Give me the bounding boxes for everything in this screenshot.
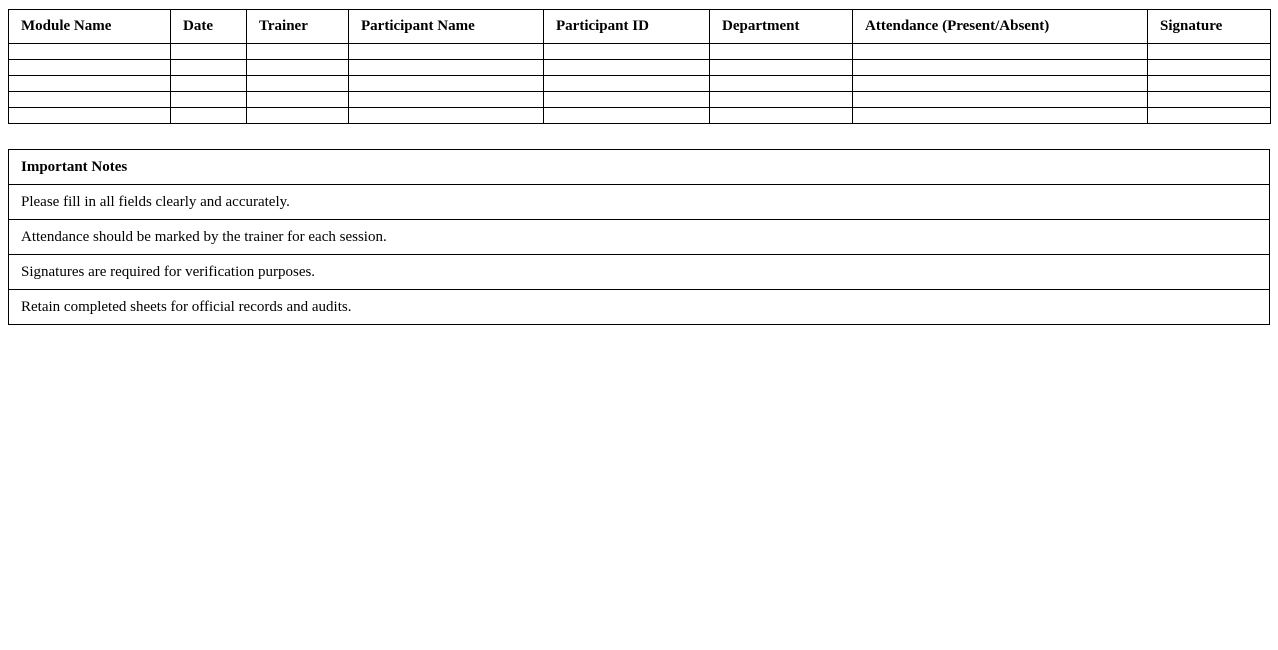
note-row xyxy=(9,220,1270,255)
cell-trainer[interactable] xyxy=(247,92,349,108)
cell-date[interactable] xyxy=(171,92,247,108)
cell-module-name[interactable] xyxy=(9,92,171,108)
cell-department[interactable] xyxy=(710,92,853,108)
cell-signature[interactable] xyxy=(1148,76,1271,92)
column-header-trainer: Trainer xyxy=(247,10,349,44)
note-row xyxy=(9,185,1270,220)
note-row xyxy=(9,255,1270,290)
cell-signature[interactable] xyxy=(1148,44,1271,60)
cell-trainer[interactable] xyxy=(247,60,349,76)
cell-trainer[interactable] xyxy=(247,108,349,124)
cell-participant-id[interactable] xyxy=(544,108,710,124)
cell-signature[interactable] xyxy=(1148,108,1271,124)
column-header-attendance: Attendance (Present/Absent) xyxy=(853,10,1148,44)
cell-trainer[interactable] xyxy=(247,76,349,92)
column-header-module-name: Module Name xyxy=(9,10,171,44)
cell-module-name[interactable] xyxy=(9,108,171,124)
column-header-participant-id: Participant ID xyxy=(544,10,710,44)
notes-header-row xyxy=(9,150,1270,185)
cell-participant-name[interactable] xyxy=(349,92,544,108)
note-item: Retain completed sheets for official records and audits. xyxy=(9,290,1270,325)
cell-date[interactable] xyxy=(171,76,247,92)
cell-department[interactable] xyxy=(710,60,853,76)
cell-attendance[interactable] xyxy=(853,44,1148,60)
column-header-department: Department xyxy=(710,10,853,44)
cell-participant-id[interactable] xyxy=(544,92,710,108)
note-row xyxy=(9,290,1270,325)
table-row xyxy=(9,60,1271,76)
cell-signature[interactable] xyxy=(1148,60,1271,76)
cell-attendance[interactable] xyxy=(853,60,1148,76)
cell-participant-id[interactable] xyxy=(544,76,710,92)
attendance-header-row xyxy=(9,10,1271,44)
note-item: Signatures are required for verification purposes. xyxy=(9,255,1270,290)
cell-department[interactable] xyxy=(710,76,853,92)
cell-attendance[interactable] xyxy=(853,108,1148,124)
note-item: Attendance should be marked by the trainer for each session. xyxy=(9,220,1270,255)
cell-participant-id[interactable] xyxy=(544,44,710,60)
cell-participant-name[interactable] xyxy=(349,44,544,60)
cell-attendance[interactable] xyxy=(853,76,1148,92)
column-header-date: Date xyxy=(171,10,247,44)
cell-date[interactable] xyxy=(171,44,247,60)
cell-trainer[interactable] xyxy=(247,44,349,60)
cell-module-name[interactable] xyxy=(9,76,171,92)
cell-participant-id[interactable] xyxy=(544,60,710,76)
cell-department[interactable] xyxy=(710,44,853,60)
cell-module-name[interactable] xyxy=(9,60,171,76)
cell-signature[interactable] xyxy=(1148,92,1271,108)
attendance-body xyxy=(9,44,1271,124)
cell-department[interactable] xyxy=(710,108,853,124)
table-row xyxy=(9,108,1271,124)
notes-title: Important Notes xyxy=(9,150,1270,185)
attendance-table xyxy=(8,9,1271,124)
table-row xyxy=(9,44,1271,60)
cell-participant-name[interactable] xyxy=(349,76,544,92)
notes-table xyxy=(8,149,1270,325)
table-row xyxy=(9,92,1271,108)
note-item: Please fill in all fields clearly and accurately. xyxy=(9,185,1270,220)
cell-date[interactable] xyxy=(171,108,247,124)
cell-date[interactable] xyxy=(171,60,247,76)
cell-participant-name[interactable] xyxy=(349,60,544,76)
table-row xyxy=(9,76,1271,92)
column-header-participant-name: Participant Name xyxy=(349,10,544,44)
cell-participant-name[interactable] xyxy=(349,108,544,124)
cell-module-name[interactable] xyxy=(9,44,171,60)
cell-attendance[interactable] xyxy=(853,92,1148,108)
column-header-signature: Signature xyxy=(1148,10,1271,44)
